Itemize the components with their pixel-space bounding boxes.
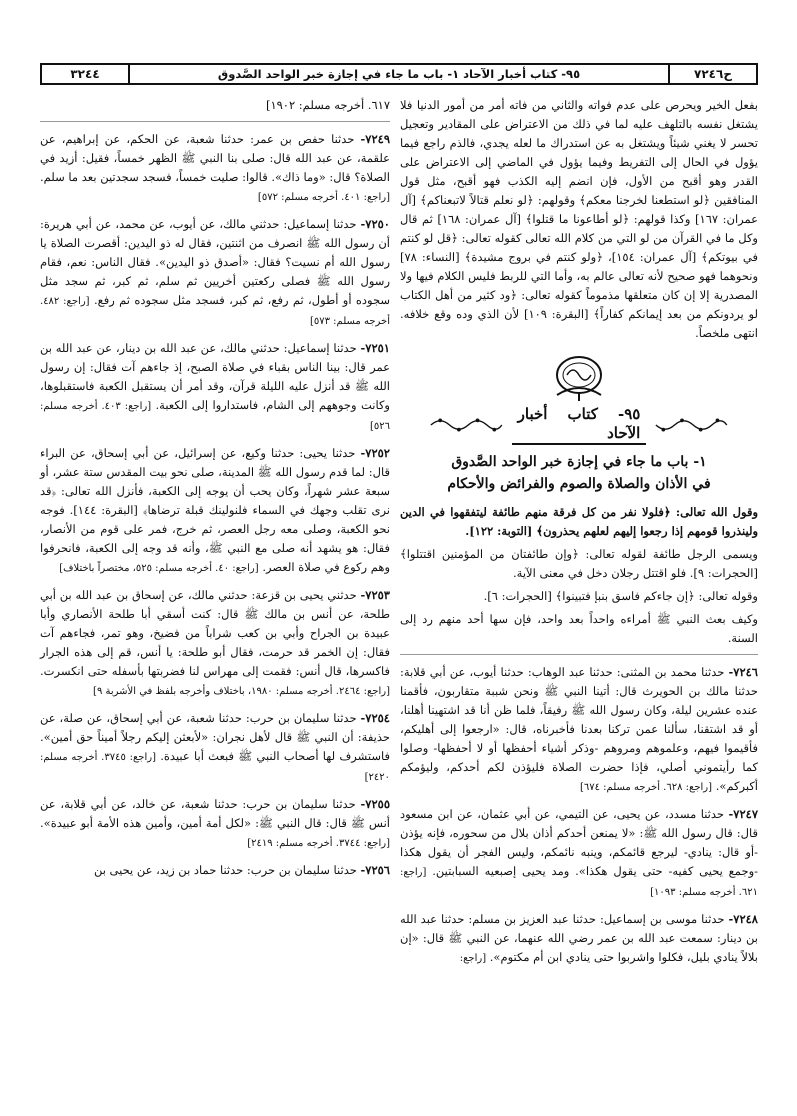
hadith-entry xyxy=(40,130,390,207)
hadith-number: ٧٢٥٢- xyxy=(360,446,390,460)
hadith-reference: [راجع: ٤٨٢. أخرجه مسلم: ٥٧٣] xyxy=(40,296,390,327)
vine-right-icon xyxy=(654,414,729,436)
divider xyxy=(400,654,758,655)
hadith-entry xyxy=(40,444,390,578)
hadith-entry xyxy=(40,795,390,853)
hadith-text: حدثنا مسدد، عن يحيى، عن التيمي، عن أبي عثمان، عن ابن مسعود قال: قال رسول الله ﷺ: «لا يمنعن أحدكم أذان بلال من سحوره، فإنه يؤذن -أو قال: ينادي- ليرجع قائمكم، وينبه نائمكم، وليس الفجر أن يقول هكذا -وجمع يحيى كفيه- حتى يقول هكذا». ومد يحيى إصبعيه السبابتين. xyxy=(400,807,759,878)
hadith-range: ح٧٢٤٦ xyxy=(668,65,756,83)
hadith-entry xyxy=(40,709,390,787)
hadith-text: حدثنا سليمان بن حرب: حدثنا شعبة، عن خالد، عن أبي قلابة، عن أنس ﷺ قال: قال النبي ﷺ: «لكل أمة أمين، وأمين هذه الأمة أبو عبيدة». xyxy=(40,797,390,830)
hadith-text: حدثنا محمد بن المثنى: حدثنا عبد الوهاب: حدثنا أيوب، عن أبي قلابة: حدثنا مالك بن الحويرث قال: أتينا النبي ﷺ ونحن شببة متقاربون، فأقمنا عنده عشرين ليلة، وكان رسول الله ﷺ رفيقاً، فلما ظن أنا قد اشتهينا أهلنا، أو قد اشتقنا، سألنا عمن تركنا بعدنا فأخبرناه، قال: «ارجعوا إلى أهليكم، فأقيموا فيهم، وعلموهم ومروهم -وذكر أشياء أحفظها أو لا أحفظها- وصلوا كما رأيتموني أصلي، فإذا حضرت الصلاة فليؤذن لكم أحدكم، وليؤمكم أكبركم». xyxy=(400,665,758,793)
hadith-number: ٧٢٤٦- xyxy=(728,665,758,679)
hadith-text: حدثنا إسماعيل: حدثني مالك، عن عبد الله بن دينار، عن عبد الله بن عمر قال: بينا الناس بقباء في صلاة الصبح، إذ جاءهم آت فقال: إن رسول الله ﷺ قد أنزل عليه الليلة قرآن، وقد أمر أن يستقبل الكعبة فاستقبلوها، وكانت وجوههم إلى الشام، فاستداروا إلى الكعبة. xyxy=(40,341,390,412)
running-header xyxy=(40,63,758,85)
hadith-reference: [راجع: ٣٧٤٥. أخرجه مسلم: ٢٤٢٠] xyxy=(40,752,390,783)
chapter-title-line-1: ١- باب ما جاء في إجازة خبر الواحد الصَّدوق xyxy=(451,454,707,470)
divider xyxy=(40,121,390,122)
hadith-reference: [راجع: ٤٠٣. أخرجه مسلم: ٥٢٦] xyxy=(40,401,390,432)
hadith-number: ٧٢٥١- xyxy=(360,341,390,355)
hadith-reference: [راجع: ٤٠١. أخرجه مسلم: ٥٧٢] xyxy=(257,192,390,203)
hadith-number: ٧٢٥٣- xyxy=(360,588,390,602)
hadith-text: حدثنا سليمان بن حرب: حدثنا شعبة، عن أبي إسحاق، عن صلة، عن حذيفة: أن النبي ﷺ قال لأهل نجران: «لأبعثن إليكم رجلاً أميناً حق أمين». فاستشرف لها أصحاب النبي ﷺ فبعث أبا عبيدة. xyxy=(40,711,390,763)
chapter-heading xyxy=(400,451,758,495)
hadith-entry xyxy=(40,215,390,331)
hadith-entry xyxy=(400,805,758,902)
hadith-entry xyxy=(40,586,390,701)
left-column xyxy=(40,96,390,889)
vine-left-icon xyxy=(429,414,504,436)
hadith-number: ٧٢٤٧- xyxy=(728,807,759,821)
hadith-text: حدثنا موسى بن إسماعيل: حدثنا عبد العزيز بن مسلم: حدثنا عبد الله بن دينار: سمعت عبد الله بن عمر رضي الله عنهما، عن النبي ﷺ قال: «إن بلالاً ينادي بليل، فكلوا واشربوا حتى ينادي ابن أم مكتوم». xyxy=(400,912,758,964)
book-title: ٩٥- كتاب أخبار الآحاد xyxy=(512,405,647,445)
hadith-reference: [راجع: ٤٠. أخرجه مسلم: ٥٢٥، مختصراً باختلاف] xyxy=(59,563,259,574)
quran-verse-paragraph: وقول الله تعالى: ﴿فلولا نفر من كل فرقة منهم طائفة ليتفقهوا في الدين ولينذروا قومهم إذا رجعوا إليهم لعلهم يحذرون﴾ [التوبة: ١٢٢]. xyxy=(400,505,758,538)
hadith-text: حدثنا حفص بن عمر: حدثنا شعبة، عن الحكم، عن إبراهيم، عن علقمة، عن عبد الله قال: صلى بنا النبي ﷺ الظهر خمساً، فقيل: أزيد في الصلاة؟ قال: «وما ذاك». قالوا: صليت خمساً، فسجد سجدتين بعد ما سلم. xyxy=(40,132,390,184)
page-number: ٣٢٤٤ xyxy=(42,65,130,83)
hadith-text: حدثنا يحيى: حدثنا وكيع، عن إسرائيل، عن أبي إسحاق، عن البراء قال: لما قدم رسول الله ﷺ المدينة، صلى نحو بيت المقدس ستة عشر، أو سبعة عشر شهراً، وكان يحب أن يوجه إلى الكعبة، فأنزل الله تعالى: ﴿قد نرى تقلب وجهك في السماء فلنولينك قبلة ترضاها﴾ [البقرة: ١٤٤]. فوجه نحو الكعبة، وصلى معه رجل العصر، ثم خرج، فمر على قوم من الأنصار، فقال: هو يشهد أنه صلى مع النبي ﷺ، وأنه قد وجه إلى الكعبة، فانحرفوا وهم ركوع في صلاة العصر. xyxy=(40,446,390,574)
hadith-number: ٧٢٥٦- xyxy=(360,863,390,877)
hadith-number: ٧٢٥٠- xyxy=(360,217,390,231)
chapter-paragraph: وقوله تعالى: ﴿إن جاءكم فاسق بنبإ فتبينوا﴾ [الحجرات: ٦]. xyxy=(483,589,758,603)
hadith-reference: [راجع: ٦٢١. أخرجه مسلم: ١٠٩٣] xyxy=(400,867,758,898)
book-banner xyxy=(429,405,729,442)
hadith-entry xyxy=(400,663,758,797)
hadith-text: حدثنا سليمان بن حرب: حدثنا حماد بن زيد، عن يحيى بن xyxy=(93,863,357,877)
hadith-reference: [راجع: ٢٤٦٤. أخرجه مسلم: ١٩٨٠، باختلاف وأخرجه بلفظ في الأشربة ٩] xyxy=(93,686,390,697)
hadith-text: حدثني يحيى بن قزعة: حدثني مالك، عن إسحاق بن عبد الله بن أبي طلحة، عن أنس بن مالك ﷺ قال: كنت أسقي أبا طلحة الأنصاري وأبا عبيدة بن الجراح وأبي بن كعب شراباً من فضيخ، وهو تمر، فجاءهم آت فقال: إن الخمر قد حرمت، فقال أبو طلحة: يا أنس، قم إلى هذه الجرار فاكسرها، قال أنس: فقمت إلى مهراس لنا فضربتها بأسفله حتى انكسرت. xyxy=(40,588,390,678)
hadith-entry xyxy=(40,861,390,881)
running-title: ٩٥- كتاب أخبار الآحاد ١- باب ما جاء في إجازة خبر الواحد الصَّدوق xyxy=(217,67,581,81)
hadith-reference: [راجع: ٦٢٨. أخرجه مسلم: ٦٧٤] xyxy=(579,782,713,793)
hadith-number: ٧٢٤٨- xyxy=(728,912,758,926)
chapter-paragraph: ويسمى الرجل طائفة لقوله تعالى: ﴿وإن طائفتان من المؤمنين اقتتلوا﴾ [الحجرات: ٩]. فلو اقتتل رجلان دخل في معنى الآية. xyxy=(400,547,758,580)
hadith-reference: [راجع: ٣٧٤٤. أخرجه مسلم: ٢٤١٩] xyxy=(247,838,390,849)
hadith-entry xyxy=(400,910,758,968)
continued-reference: ٦١٧. أخرجه مسلم: ١٩٠٢] xyxy=(265,98,390,112)
hadith-entry xyxy=(40,339,390,436)
ornament-icon xyxy=(539,351,619,403)
hadith-number: ٧٢٥٥- xyxy=(360,797,391,811)
commentary-text: بفعل الخير ويحرص على عدم فواته والثاني من فاته أمر من أمور الدنيا فلا يشتغل نفسه بالتلهف عليه لما في ذلك من الاعتراض على المقادير وتعجيل تحسر لا يغني شيئاً ويشتغل به عن استدراك ما لعله يجدي، فالذم راجع فيما يؤول في الحال إلى التفريط وفيما يؤول في الماضي إلى الاعتراض على القدر وهو أقبح من الأول، فإن انضم إليه الكذب فهو أقبح، مثل قول المنافقين ﴿لو استطعنا لخرجنا معكم﴾ وقولهم: ﴿لو نعلم قتالاً لاتبعناكم﴾ [آل عمران: ١٦٧] وكذا قولهم: ﴿لو أطاعونا ما قتلوا﴾ [آل عمران: ١٦٨] ثم قال وكل ما في القرآن من لو التي من كلام الله تعالى كقوله تعالى: ﴿قل لو كنتم في بيوتكم﴾ [آل عمران: ١٥٤]، ﴿ولو كنتم في بروج مشيدة﴾ [النساء: ٧٨] ونحوهما فهو صحيح لأنه تعالى عالم به، وأما التي للربط فليس الكلام فيها ولا المصدرية إلا إن كان متعلقها مذموماً كقوله تعالى: ﴿ود كثير من أهل الكتاب لو يردونكم من بعد إيمانكم كفاراً﴾ [البقرة: ١٠٩] لأن الذي وده وقع خلافه. انتهى ملخصاً. xyxy=(400,98,759,340)
hadith-reference: [راجع: xyxy=(459,953,487,964)
hadith-number: ٧٢٤٩- xyxy=(360,132,391,146)
right-column xyxy=(400,96,758,976)
chapter-title-line-2: في الأذان والصلاة والصوم والفرائض والأحكام xyxy=(447,476,711,492)
hadith-number: ٧٢٥٤- xyxy=(360,711,390,725)
hadith-text: حدثنا إسماعيل: حدثني مالك، عن أيوب، عن محمد، عن أبي هريرة: أن رسول الله ﷺ انصرف من اثنتين، فقال له ذو اليدين: أقصرت الصلاة يا رسول الله أم نسيت؟ فقال: «أصدق ذو اليدين». فقال الناس: نعم، فقام رسول الله ﷺ فصلى ركعتين أخريين ثم سلم، ثم كبر، ثم سجد مثل سجوده أو أطول، ثم رفع، ثم كبر، فسجد مثل سجوده ثم رفع. xyxy=(40,217,391,307)
chapter-paragraph: وكيف بعث النبي ﷺ أمراءه واحداً بعد واحد، فإن سها أحد منهم رد إلى السنة. xyxy=(400,612,758,645)
